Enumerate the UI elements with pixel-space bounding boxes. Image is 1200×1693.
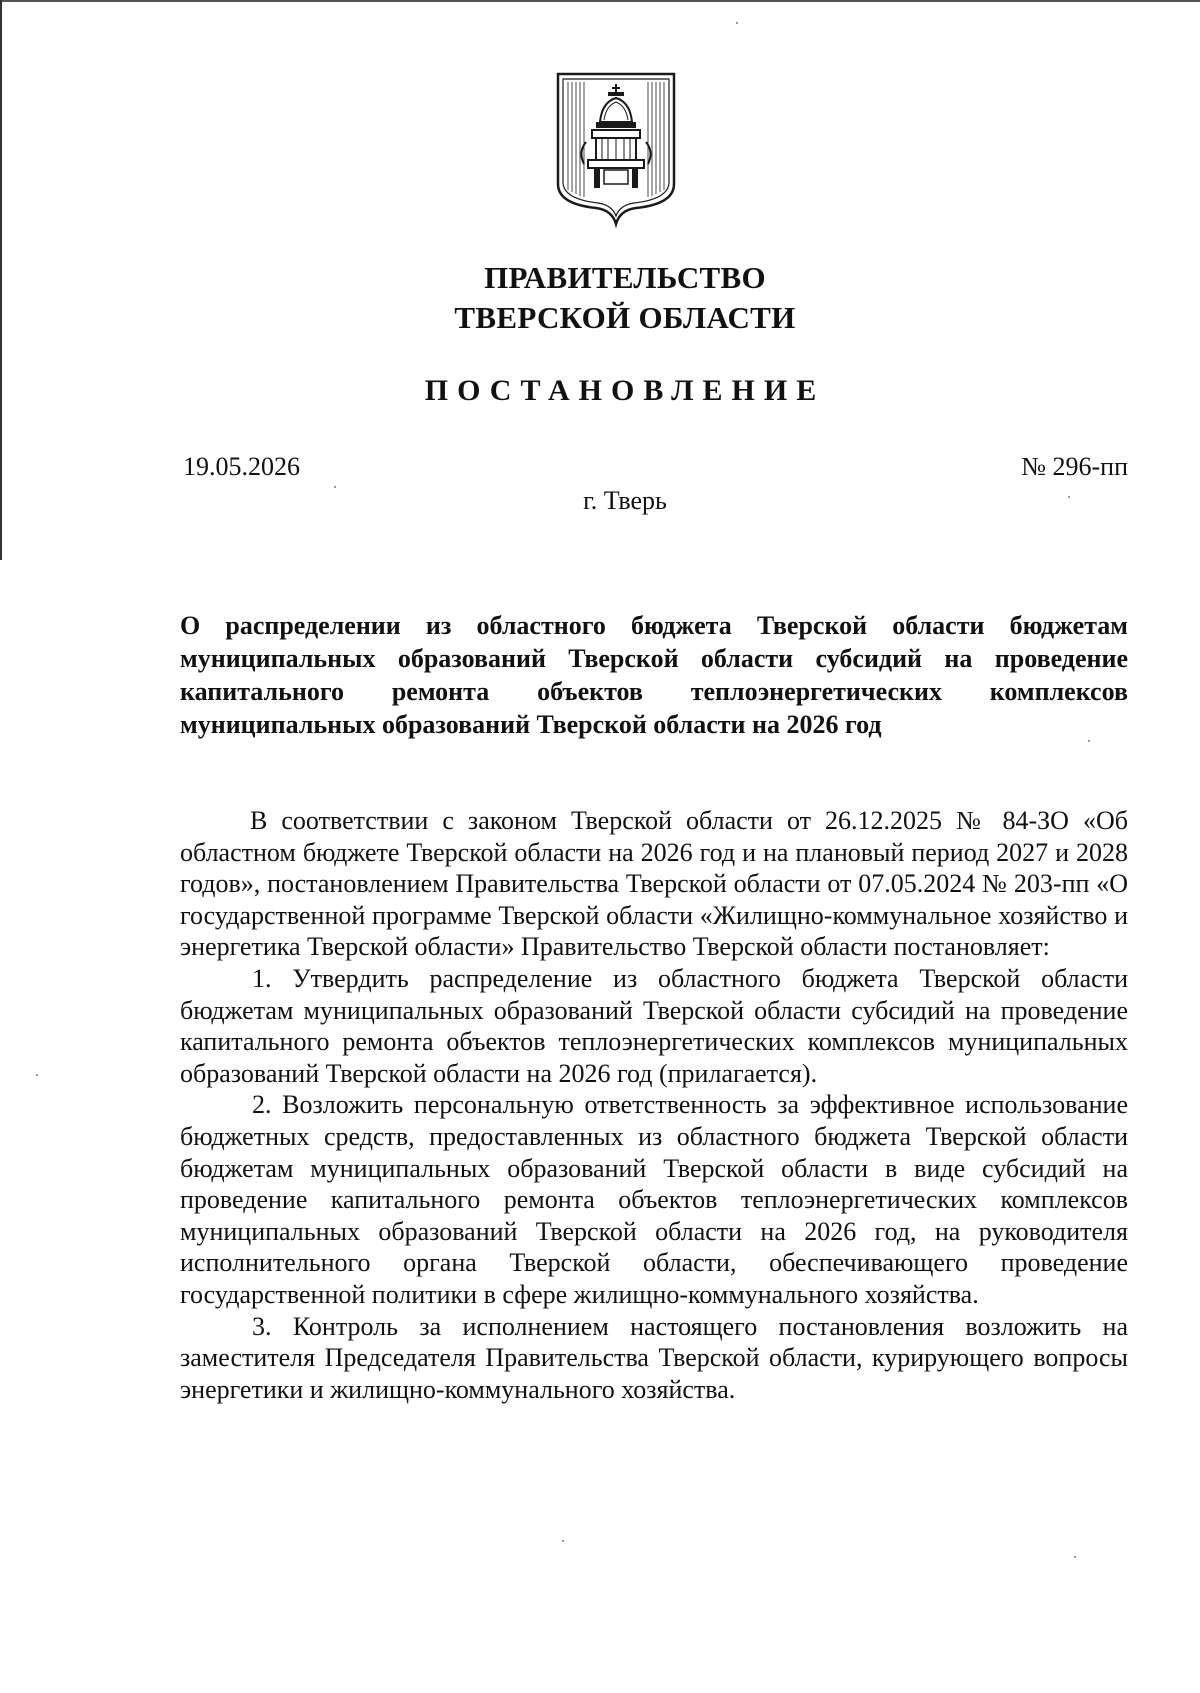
item-3-paragraph: 3. Контроль за исполнением настоящего постановления возложить на заместителя Председателя Правительства Тверской области, курирующего вопросы энергетики и жилищно-коммунального хозяйства. bbox=[180, 1311, 1128, 1404]
document-number: № 296-пп bbox=[1021, 452, 1128, 481]
scan-speck bbox=[562, 1540, 564, 1542]
scan-speck bbox=[334, 486, 336, 488]
government-title-line1: ПРАВИТЕЛЬСТВО bbox=[484, 260, 766, 295]
tver-coat-of-arms-icon bbox=[554, 72, 678, 230]
scan-speck bbox=[736, 22, 738, 24]
scan-speck bbox=[36, 1074, 38, 1076]
item-2-paragraph: 2. Возложить персональную ответственность за эффективное использование бюджетных средств, предоставленных из областного бюджета Тверской области бюджетам муниципальных образований Тверской области в виде субсидий на проведение капитального ремонта объектов теплоэнергетических комплексов муниципальных образований Тверской области на 2026 год, на руководителя исполнительного органа Тверской области, обеспечивающего проведение государственной политики в сфере жилищно-коммунального хозяйства. bbox=[180, 1090, 1128, 1309]
preamble-paragraph: В соответствии с законом Тверской области от 26.12.2025 № 84-ЗО «Об областном бюджете Тверской области на 2026 год и на плановый период 2027 и 2028 годов», постановлением Правительства Тверской области от 07.05.2024 № 203-пп «О государственной программе Тверской области «Жилищно-коммунальное хозяйство и энергетика Тверской области» Правительство Тверской области постановляет: bbox=[180, 806, 1128, 962]
scan-speck bbox=[1068, 496, 1070, 498]
document-date: 19.05.2026 bbox=[183, 452, 300, 481]
document-type: ПОСТАНОВЛЕНИЕ bbox=[424, 374, 826, 407]
item-1-paragraph: 1. Утвердить распределение из областного бюджета Тверской области бюджетам муниципальных образований Тверской области субсидий на проведение капитального ремонта объектов теплоэнергетических комплексов муниципальных образований Тверской области на 2026 год (прилагается). bbox=[180, 963, 1128, 1088]
government-title bbox=[0, 258, 1200, 338]
document-city: г. Тверь bbox=[583, 486, 667, 515]
scan-speck bbox=[1074, 1556, 1076, 1558]
document-subject: О распределении из областного бюджета Тверской области бюджетам муниципальных образований Тверской области субсидий на проведение капитального ремонта объектов теплоэнергетических комплексов муниципальных образований Тверской области на 2026 год bbox=[180, 611, 1128, 739]
document-body bbox=[180, 805, 1128, 1405]
government-title-line2: ТВЕРСКОЙ ОБЛАСТИ bbox=[454, 300, 796, 335]
scan-speck bbox=[1088, 740, 1090, 742]
scan-top-edge bbox=[0, 0, 1200, 2]
